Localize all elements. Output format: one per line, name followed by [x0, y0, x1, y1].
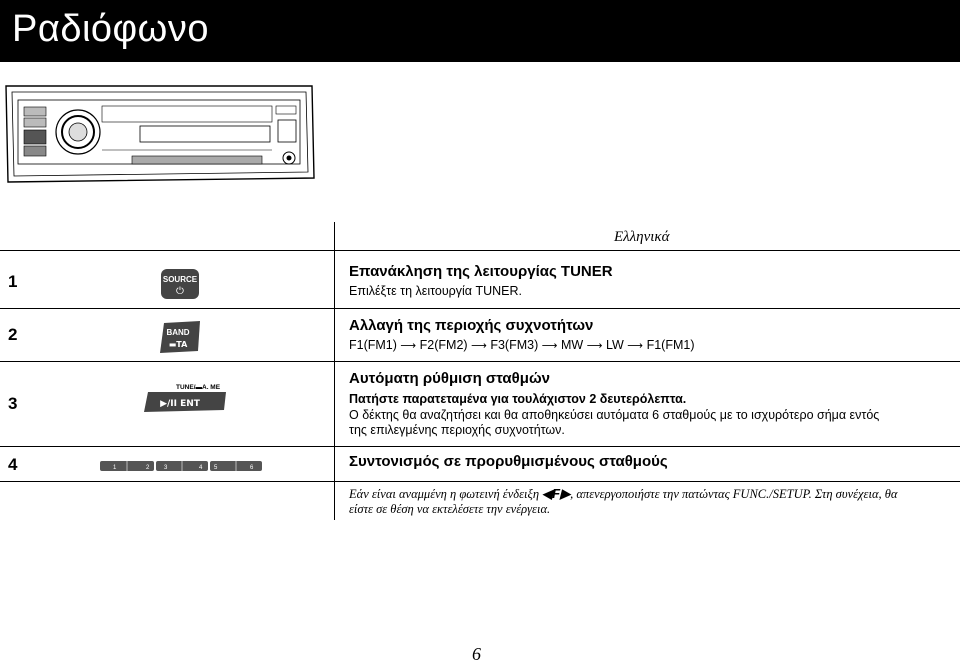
preset-2: 2 [146, 465, 150, 471]
band-sequence [349, 338, 694, 352]
play-pause-ent-label: ▶/II ENT [160, 399, 200, 409]
note-part2: , απενεργοποιήστε την πατώντας FUNC./SETUP. Στη συνέχεια, θα [570, 487, 898, 501]
preset-4: 4 [199, 465, 203, 471]
row-divider [0, 308, 960, 309]
note [349, 486, 954, 517]
arrow-right-icon: ⟶ [471, 339, 487, 352]
arrow-right-icon: ⟶ [400, 339, 417, 352]
row-divider [0, 361, 960, 362]
language-label: Ελληνικά [614, 229, 670, 245]
row2-heading: Αλλαγή της περιοχής συχνοτήτων [349, 317, 594, 334]
source-button-label: SOURCE [162, 275, 198, 284]
preset-3: 3 [164, 465, 168, 471]
row-divider [0, 446, 960, 447]
tune-ame-caption: TUNE/▬A. ME [176, 384, 221, 391]
step-number: 4 [8, 455, 18, 474]
car-stereo-illustration [0, 80, 320, 190]
power-icon: ⏻ [176, 286, 184, 297]
note-line2: είστε σε θέση να εκτελέσετε την ενέργεια. [349, 502, 551, 516]
page-title: Ραδιόφωνο [12, 8, 209, 50]
band-lw: LW [605, 338, 624, 352]
row1-text: Επιλέξτε τη λειτουργία TUNER. [349, 284, 523, 298]
arrow-right-icon: ⟶ [586, 339, 603, 352]
tune-ent-button-illustration [140, 380, 230, 414]
arrow-right-icon: ⟶ [627, 339, 644, 352]
row-divider [0, 481, 960, 482]
arrow-right-icon: ⟶ [541, 339, 558, 352]
band-button-illustration [158, 320, 202, 354]
band-f3: F3(FM3) [490, 338, 539, 352]
row3-text-line1: Ο δέκτης θα αναζητήσει και θα αποθηκεύσει αυτόματα 6 σταθμούς με το ισχυρότερο σήμα εντός [349, 408, 880, 422]
band-mw: MW [561, 338, 584, 352]
source-button-illustration [160, 268, 200, 300]
page-number: 6 [472, 644, 481, 664]
row4-heading: Συντονισμός σε προρυθμισμένους σταθμούς [349, 453, 668, 470]
band-ta-label: ▬TA [168, 340, 188, 349]
row3-bold-text: Πατήστε παρατεταμένα για τουλάχιστον 2 δευτερόλεπτα. [349, 392, 687, 406]
note-part1: Εάν είναι αναμμένη η φωτεινή ένδειξη [349, 487, 543, 501]
band-f1-again: F1(FM1) [646, 338, 695, 352]
step-number: 1 [8, 272, 18, 291]
preset-6: 6 [250, 465, 254, 471]
preset-buttons-illustration [98, 459, 264, 473]
band-f2: F2(FM2) [419, 338, 468, 352]
step-number: 2 [8, 325, 18, 344]
table-top-rule [0, 250, 960, 251]
row3-heading: Αυτόματη ρύθμιση σταθμών [349, 370, 550, 387]
row3-text-line2: της επιλεγμένης περιοχής συχνοτήτων. [349, 423, 565, 437]
band-button-label: BAND [166, 328, 190, 337]
title-bar [0, 0, 960, 62]
step-number: 3 [8, 394, 18, 413]
column-divider [334, 222, 335, 520]
preset-1: 1 [113, 465, 117, 471]
f-indicator-icon: ◀F▶ [542, 486, 571, 501]
preset-5: 5 [214, 465, 218, 471]
row1-heading: Επανάκληση της λειτουργίας TUNER [349, 263, 613, 280]
band-f1: F1(FM1) [349, 338, 397, 352]
